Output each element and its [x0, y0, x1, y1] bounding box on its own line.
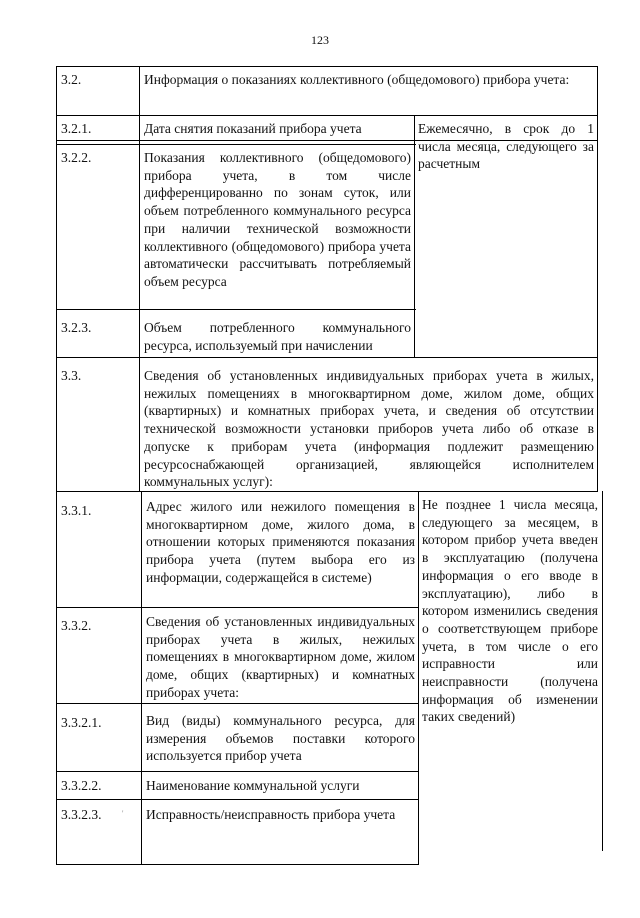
row-number: 3.2. — [61, 72, 82, 87]
row-text: Сведения об установленных индивидуальных приборах учета в жилых, нежилых помещениях в многоквартирном доме, жилом доме, общих (квартирных) и комнатных приборах учета, и сведения об отсутствии технической возможности установки приборов учета либо об отказе в допуске к приборам учета (информация подлежит размещению ресурсоснабжающей организацией, являющейся исполнителем коммунальных услуг): — [144, 368, 594, 490]
row-number: 3.2.1. — [61, 121, 92, 136]
row-number: 3.3.2.1. — [61, 715, 102, 730]
row-text: Информация о показаниях коллективного (общедомового) прибора учета: — [144, 72, 570, 87]
row-text: Дата снятия показаний прибора учета — [144, 121, 362, 136]
term-monthly: Ежемесячно, в срок до 1 числа месяца, следующего за расчетным — [418, 121, 594, 172]
row-number: 3.3. — [61, 368, 82, 383]
row-number: 3.2.2. — [61, 150, 92, 165]
row-number: 3.3.2. — [61, 618, 92, 633]
row-text: Наименование коммунальной услуги — [146, 778, 360, 793]
row-number: 3.3.2.2. — [61, 778, 102, 793]
row-text: Показания коллективного (общедомового) прибора учета, в том числе дифференцированно по зонам суток, или объем потребленного коммунального ресурса при наличии технической возможности коллективного (общедомового) прибора учета автоматически рассчитывать потребляемый объем ресурса — [144, 150, 411, 289]
scan-speck: ' — [122, 809, 124, 818]
row-text: Сведения об установленных индивидуальных приборах учета в жилых, нежилых помещениях в многоквартирном доме, жилом доме, общих (квартирных) и комнатных приборах учета: — [146, 614, 415, 700]
page-number: 123 — [311, 33, 329, 47]
row-text: Исправность/неисправность прибора учета — [146, 807, 396, 822]
row-text: Объем потребленного коммунального ресурса, используемый при начислении — [144, 320, 411, 353]
row-number: 3.3.2.3. — [61, 807, 102, 822]
row-number: 3.3.1. — [61, 503, 92, 518]
row-text: Адрес жилого или нежилого помещения в многоквартирном доме, жилого дома, в отношении которых применяются показания прибора учета (путем выбора его из информации, содержащейся в системе) — [146, 499, 415, 585]
row-number: 3.2.3. — [61, 320, 92, 335]
term-on-change: Не позднее 1 числа месяца, следующего за месяцем, в котором прибор учета введен в эксплуатацию (получена информация о его вводе в эксплуатацию), либо в котором изменились сведения о соответствующем приборе учета, в том числе о его исправности или неисправности (получена информация об изменении таких сведений) — [422, 497, 598, 725]
row-text: Вид (виды) коммунального ресурса, для измерения объемов поставки которого используется прибор учета — [146, 713, 415, 764]
